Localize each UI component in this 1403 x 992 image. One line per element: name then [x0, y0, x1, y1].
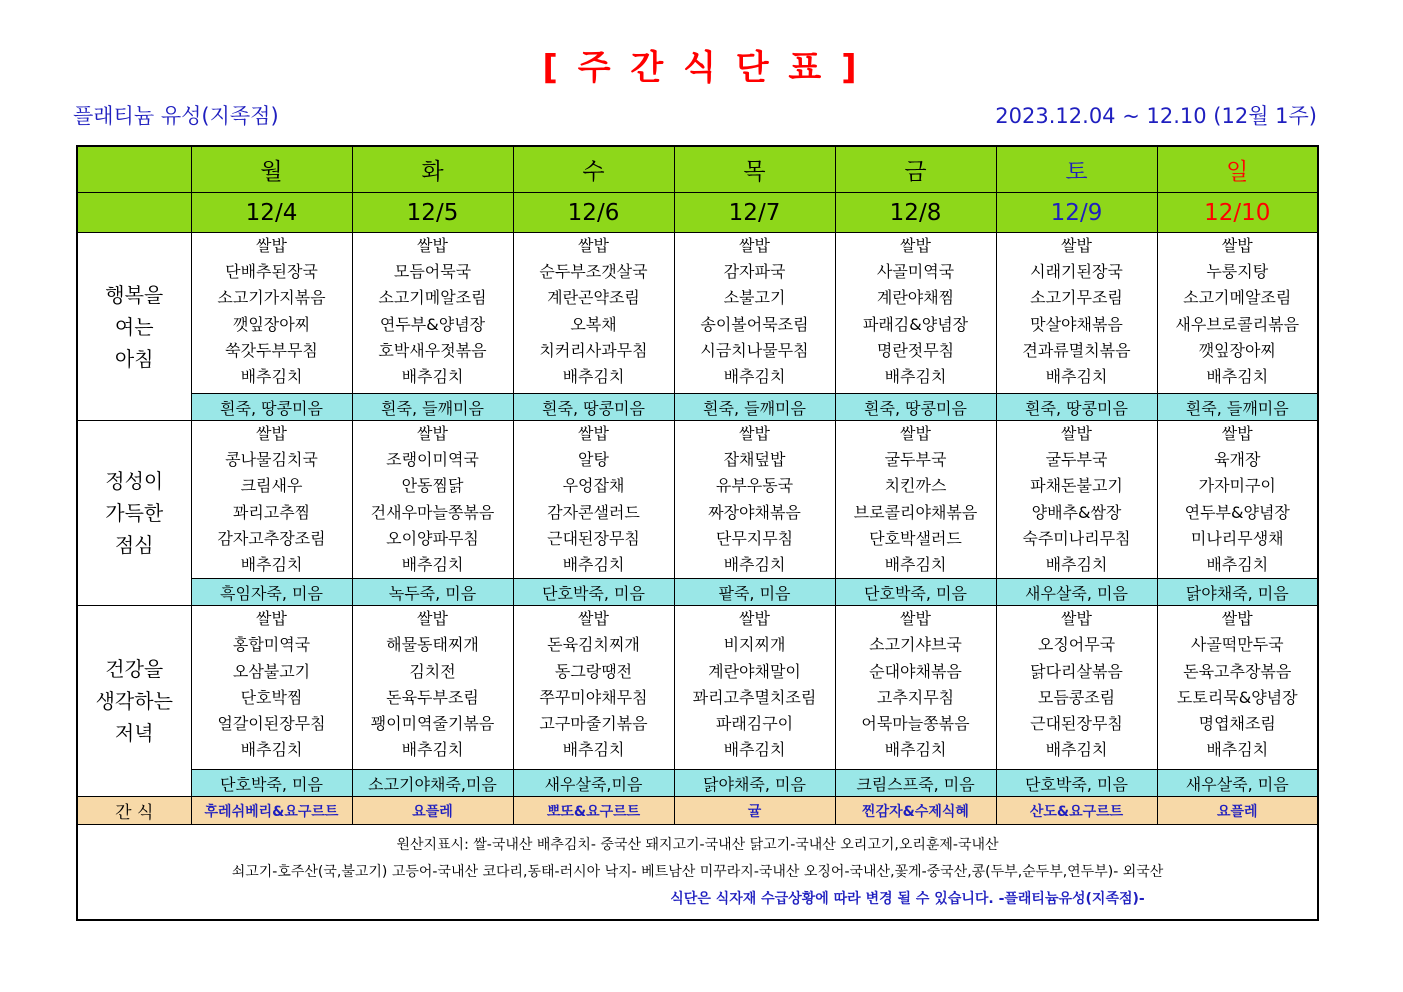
menu-item: 쌀밥 — [578, 424, 609, 443]
menu-item: 배추김치 — [1045, 554, 1108, 574]
menu-item: 브로콜리야채볶음 — [853, 502, 978, 522]
porridge-cell: 녹두죽, 미음 — [352, 579, 513, 606]
menu-item: 배추김치 — [723, 554, 786, 574]
porridge-cell: 닭야채죽, 미음 — [674, 770, 835, 797]
menu-item: 동그랑땡전 — [554, 661, 633, 681]
menu-item: 배추김치 — [723, 366, 786, 386]
menu-item: 연두부&양념장 — [379, 314, 486, 334]
menu-item: 치킨까스 — [884, 476, 947, 496]
menu-item: 쌀밥 — [1221, 236, 1253, 255]
menu-item: 꽈리고추멸치조림 — [692, 687, 817, 707]
menu-item: 배추김치 — [884, 554, 947, 574]
menu-item: 배추김치 — [401, 740, 464, 760]
porridge-cell: 단호박죽, 미음 — [996, 770, 1157, 797]
menu-item: 새우브로콜리볶음 — [1175, 314, 1300, 334]
menu-item: 도토리묵&양념장 — [1176, 687, 1298, 707]
page-title: [ 주 간 식 단 표 ] — [542, 48, 861, 88]
meal-label-line: 여는 — [114, 314, 154, 339]
menu-item: 연두부&양념장 — [1184, 502, 1290, 522]
menu-item: 배추김치 — [723, 740, 786, 760]
date-sat: 12/9 — [996, 193, 1157, 233]
date-mon: 12/4 — [191, 193, 352, 233]
menu-item: 콩나물김치국 — [225, 450, 318, 470]
corner-cell — [77, 193, 191, 233]
menu-cell — [996, 606, 1157, 770]
menu-cell — [513, 606, 674, 770]
menu-item: 얼갈이된장무침 — [217, 713, 326, 733]
menu-cell — [1157, 233, 1318, 394]
menu-cell — [1157, 606, 1318, 770]
menu-item: 감자콘샐러드 — [547, 502, 640, 522]
menu-item: 꽹이미역줄기볶음 — [370, 713, 495, 733]
date-wed: 12/6 — [513, 193, 674, 233]
menu-item: 쌀밥 — [256, 609, 287, 629]
menu-item: 배추김치 — [562, 554, 625, 574]
menu-item: 숙주미나리무침 — [1022, 528, 1131, 548]
menu-item: 쌀밥 — [900, 236, 931, 255]
origin-line-2: 쇠고기-호주산(국,불고기) 고등어-국내산 코다리,동태-러시아 낙지- 베트남산 미꾸라지-국내산 오징어-국내산,꽃게-중국산,콩(두부,순두부,연두부)- 외국산 — [231, 863, 1164, 880]
menu-item: 쌀밥 — [900, 609, 931, 629]
menu-item: 크림새우 — [240, 476, 303, 496]
menu-item: 돈육두부조림 — [386, 687, 479, 707]
weekly-menu-table — [76, 145, 1319, 921]
menu-item: 쌀밥 — [1221, 424, 1253, 443]
footer-row — [77, 825, 1318, 921]
store-name: 플래티늄 유성(지족점) — [73, 104, 279, 128]
meal-label-line: 아침 — [114, 346, 154, 371]
menu-item: 명란젓무침 — [876, 340, 955, 360]
meal-row — [77, 421, 1318, 579]
porridge-cell: 흰죽, 들깨미음 — [674, 394, 835, 421]
menu-item: 오복채 — [570, 314, 617, 334]
menu-item: 꽈리고추찜 — [232, 502, 311, 522]
meal-label — [77, 421, 191, 606]
snack-label: 간 식 — [77, 797, 191, 825]
weekday-row — [77, 146, 1318, 193]
menu-cell — [191, 233, 352, 394]
menu-cell — [352, 421, 513, 579]
menu-item: 미나리무생채 — [1190, 528, 1284, 548]
menu-item: 쭈꾸미야채무침 — [539, 687, 648, 707]
porridge-cell: 흰죽, 땅콩미음 — [835, 394, 996, 421]
menu-item: 파래김&양념장 — [862, 314, 969, 334]
menu-item: 쑥갓두부무침 — [225, 340, 318, 360]
menu-item: 단배추된장국 — [225, 262, 318, 282]
menu-item: 오징어무국 — [1037, 635, 1116, 655]
day-thu: 목 — [674, 146, 835, 193]
porridge-cell: 새우살죽, 미음 — [996, 579, 1157, 606]
menu-item: 배추김치 — [1045, 366, 1108, 386]
meal-label-line: 저녁 — [114, 721, 154, 746]
day-sun: 일 — [1157, 146, 1318, 193]
date-tue: 12/5 — [352, 193, 513, 233]
menu-item: 깻잎장아찌 — [232, 314, 311, 334]
menu-item: 모듬어묵국 — [393, 262, 472, 282]
porridge-cell: 흰죽, 땅콩미음 — [996, 394, 1157, 421]
footer-cell — [77, 825, 1318, 921]
menu-item: 시래기된장국 — [1030, 262, 1123, 282]
menu-item: 감자고추장조림 — [217, 528, 326, 548]
menu-item: 계란야채말이 — [708, 661, 801, 681]
day-fri: 금 — [835, 146, 996, 193]
menu-item: 소고기가지볶음 — [217, 288, 326, 308]
porridge-cell: 새우살죽,미음 — [513, 770, 674, 797]
menu-item: 쌀밥 — [417, 609, 448, 629]
menu-item: 닭다리살볶음 — [1030, 661, 1123, 681]
menu-cell — [513, 421, 674, 579]
meal-label — [77, 233, 191, 421]
menu-item: 소불고기 — [723, 288, 786, 308]
menu-cell — [835, 421, 996, 579]
meal-row — [77, 606, 1318, 770]
menu-item: 고추지무침 — [876, 687, 955, 707]
menu-cell — [191, 421, 352, 579]
snack-item: 후레쉬베리&요구르트 — [191, 797, 352, 825]
menu-item: 쌀밥 — [739, 424, 770, 443]
meal-label — [77, 606, 191, 797]
snack-row — [77, 797, 1318, 825]
date-sun: 12/10 — [1157, 193, 1318, 233]
meal-label-line: 정성이 — [105, 469, 164, 494]
menu-item: 건새우마늘쫑볶음 — [370, 502, 495, 522]
menu-cell — [513, 233, 674, 394]
menu-item: 쌀밥 — [739, 609, 770, 629]
menu-item: 순대야채볶음 — [869, 661, 962, 681]
menu-item: 배추김치 — [401, 366, 464, 386]
menu-cell — [674, 421, 835, 579]
menu-item: 명엽채조림 — [1198, 713, 1276, 733]
day-wed: 수 — [513, 146, 674, 193]
menu-item: 돈육김치찌개 — [547, 635, 640, 655]
menu-item: 굴두부국 — [884, 450, 947, 470]
menu-item: 양배추&쌈장 — [1031, 502, 1122, 522]
menu-item: 배추김치 — [1206, 740, 1269, 760]
menu-item: 해물동태찌개 — [386, 635, 479, 655]
day-sat: 토 — [996, 146, 1157, 193]
meal-label-line: 행복을 — [105, 282, 164, 307]
menu-item: 배추김치 — [401, 554, 464, 574]
menu-item: 배추김치 — [1045, 740, 1108, 760]
menu-item: 굴두부국 — [1045, 450, 1108, 470]
porridge-cell: 단호박죽, 미음 — [191, 770, 352, 797]
menu-cell — [352, 233, 513, 394]
menu-item: 단호박찜 — [240, 687, 303, 707]
menu-item: 단무지무침 — [715, 528, 794, 548]
menu-item: 유부우동국 — [715, 476, 794, 496]
menu-item: 고구마줄기볶음 — [539, 713, 648, 733]
menu-item: 견과류멸치볶음 — [1022, 340, 1131, 360]
menu-item: 계란야채찜 — [876, 288, 955, 308]
menu-item: 근대된장무침 — [1030, 713, 1123, 733]
menu-item: 누룽지탕 — [1206, 262, 1269, 282]
menu-item: 쌀밥 — [417, 236, 448, 255]
menu-item: 깻잎장아찌 — [1198, 340, 1276, 360]
meal-row — [77, 233, 1318, 394]
porridge-cell: 크림스프죽, 미음 — [835, 770, 996, 797]
snack-item: 뽀또&요구르트 — [513, 797, 674, 825]
menu-item: 소고기메알조림 — [1183, 288, 1292, 308]
menu-item: 알탕 — [578, 450, 609, 470]
menu-item: 비지찌개 — [723, 635, 786, 655]
menu-item: 쌀밥 — [1061, 609, 1092, 629]
origin-line-1: 원산지표시: 쌀-국내산 배추김치- 중국산 돼지고기-국내산 닭고기-국내산 오리고기,오리훈제-국내산 — [396, 836, 999, 853]
snack-item: 찐감자&수제식혜 — [835, 797, 996, 825]
menu-item: 우엉잡채 — [562, 476, 625, 496]
porridge-cell: 단호박죽, 미음 — [835, 579, 996, 606]
menu-item: 계란곤약조림 — [547, 288, 640, 308]
date-thu: 12/7 — [674, 193, 835, 233]
meal-label-line: 건강을 — [105, 657, 164, 682]
menu-item: 쌀밥 — [900, 424, 931, 443]
porridge-cell: 흑임자죽, 미음 — [191, 579, 352, 606]
menu-item: 어묵마늘쫑볶음 — [861, 713, 970, 733]
menu-item: 사골미역국 — [876, 262, 955, 282]
menu-item: 짜장야채볶음 — [708, 502, 801, 522]
snack-item: 귤 — [674, 797, 835, 825]
menu-item: 배추김치 — [884, 740, 947, 760]
menu-item: 배추김치 — [240, 366, 303, 386]
menu-item: 가자미구이 — [1198, 476, 1276, 496]
meal-rows — [77, 233, 1318, 797]
menu-item: 맛살야채볶음 — [1030, 314, 1123, 334]
menu-item: 배추김치 — [240, 554, 303, 574]
snack-item: 산도&요구르트 — [996, 797, 1157, 825]
menu-item: 치커리사과무침 — [539, 340, 648, 360]
porridge-cell: 팥죽, 미음 — [674, 579, 835, 606]
snack-item: 요플레 — [352, 797, 513, 825]
menu-item: 근대된장무침 — [547, 528, 640, 548]
meal-label-line: 생각하는 — [95, 689, 173, 714]
menu-item: 쌀밥 — [578, 236, 609, 255]
menu-item: 호박새우젓볶음 — [378, 340, 487, 360]
menu-item: 소고기샤브국 — [869, 635, 962, 655]
menu-item: 배추김치 — [562, 740, 625, 760]
porridge-row — [77, 579, 1318, 606]
snack-item: 요플레 — [1157, 797, 1318, 825]
menu-cell — [191, 606, 352, 770]
menu-item: 배추김치 — [1206, 366, 1269, 386]
porridge-cell: 소고기야채죽,미음 — [352, 770, 513, 797]
menu-cell — [996, 233, 1157, 394]
porridge-cell: 새우살죽, 미음 — [1157, 770, 1318, 797]
menu-cell — [835, 606, 996, 770]
porridge-row — [77, 394, 1318, 421]
menu-item: 홍합미역국 — [232, 635, 311, 655]
porridge-cell: 닭야채죽, 미음 — [1157, 579, 1318, 606]
menu-item: 안동찜닭 — [401, 476, 464, 496]
porridge-cell: 흰죽, 들깨미음 — [1157, 394, 1318, 421]
menu-item: 소고기무조림 — [1030, 288, 1123, 308]
day-tue: 화 — [352, 146, 513, 193]
menu-item: 모듬콩조림 — [1037, 687, 1116, 707]
menu-item: 조랭이미역국 — [386, 450, 479, 470]
menu-item: 순두부조갯살국 — [539, 262, 648, 282]
menu-item: 육개장 — [1214, 450, 1261, 470]
meal-label-line: 점심 — [114, 533, 154, 558]
menu-item: 배추김치 — [1206, 554, 1269, 574]
menu-item: 단호박샐러드 — [869, 528, 962, 548]
menu-item: 소고기메알조림 — [378, 288, 487, 308]
porridge-cell: 단호박죽, 미음 — [513, 579, 674, 606]
menu-item: 쌀밥 — [1221, 609, 1253, 629]
menu-item: 쌀밥 — [417, 424, 448, 443]
menu-item: 쌀밥 — [1061, 424, 1092, 443]
menu-cell — [674, 606, 835, 770]
menu-item: 배추김치 — [240, 740, 303, 760]
menu-item: 배추김치 — [884, 366, 947, 386]
menu-cell — [835, 233, 996, 394]
menu-item: 배추김치 — [562, 366, 625, 386]
menu-cell — [674, 233, 835, 394]
meal-label-line: 가득한 — [105, 501, 164, 526]
menu-item: 오삼불고기 — [232, 661, 311, 681]
footer-note: 식단은 식자재 수급상황에 따라 변경 될 수 있습니다. -플래티늄유성(지족점)- — [670, 890, 1145, 907]
menu-item: 송이볼어묵조림 — [700, 314, 809, 334]
date-range: 2023.12.04 ~ 12.10 (12월 1주) — [995, 104, 1317, 128]
menu-item: 시금치나물무침 — [700, 340, 809, 360]
menu-item: 김치전 — [409, 661, 456, 681]
date-row — [77, 193, 1318, 233]
menu-item: 파래김구이 — [715, 713, 794, 733]
menu-item: 사골떡만두국 — [1190, 635, 1284, 655]
menu-cell — [1157, 421, 1318, 579]
menu-item: 감자파국 — [723, 262, 786, 282]
menu-item: 쌀밥 — [256, 236, 287, 255]
menu-cell — [352, 606, 513, 770]
menu-item: 돈육고추장볶음 — [1183, 661, 1292, 681]
day-mon: 월 — [191, 146, 352, 193]
menu-cell — [996, 421, 1157, 579]
porridge-cell: 흰죽, 들깨미음 — [352, 394, 513, 421]
menu-item: 오이양파무침 — [386, 528, 479, 548]
menu-item: 쌀밥 — [1061, 236, 1092, 255]
menu-item: 잡채덮밥 — [723, 450, 786, 470]
menu-item: 쌀밥 — [256, 424, 287, 443]
menu-item: 파채돈불고기 — [1030, 476, 1123, 496]
date-fri: 12/8 — [835, 193, 996, 233]
porridge-cell: 흰죽, 땅콩미음 — [191, 394, 352, 421]
corner-cell — [77, 146, 191, 193]
menu-item: 쌀밥 — [578, 609, 609, 629]
porridge-cell: 흰죽, 땅콩미음 — [513, 394, 674, 421]
porridge-row — [77, 770, 1318, 797]
menu-item: 쌀밥 — [739, 236, 770, 255]
